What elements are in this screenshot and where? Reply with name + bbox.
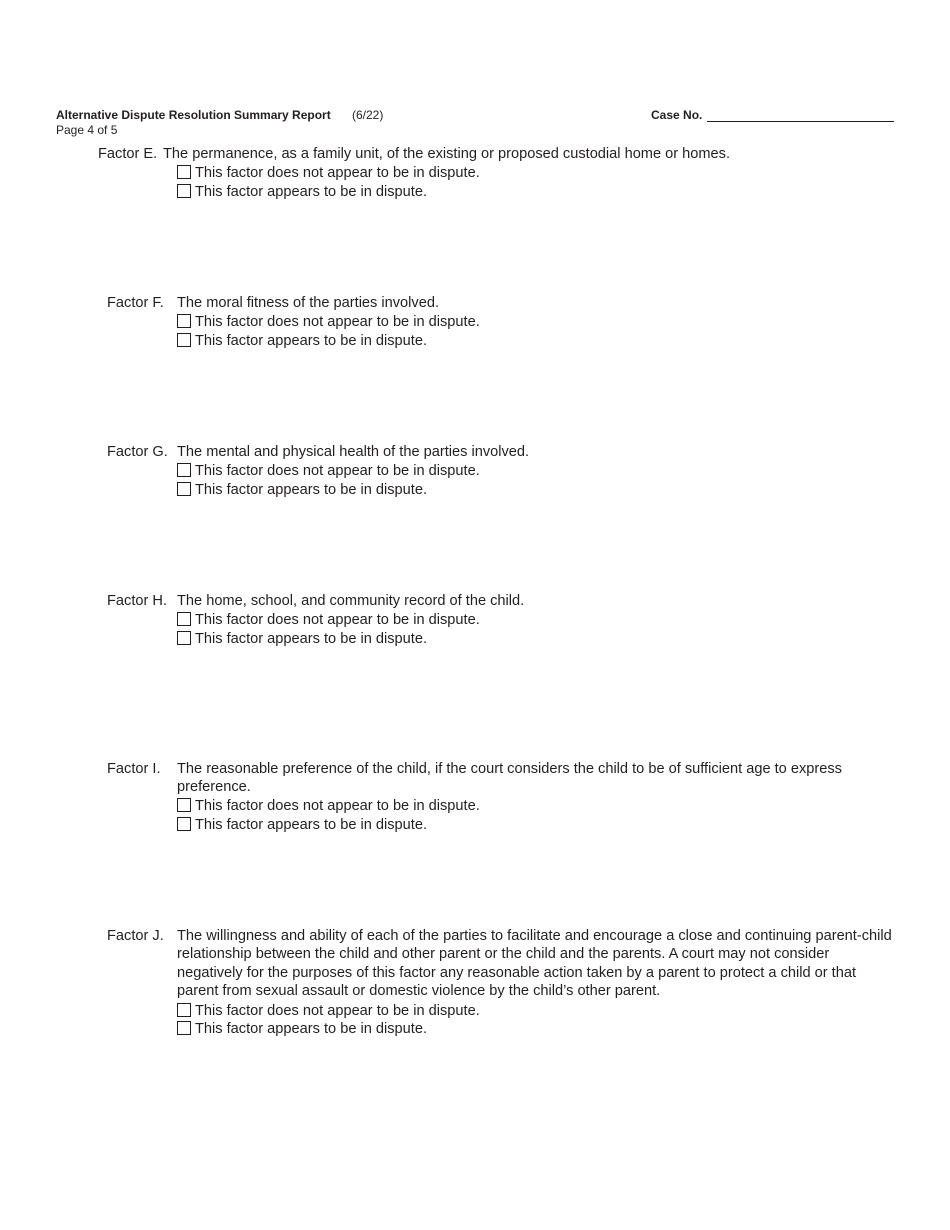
- case-number-field[interactable]: [707, 121, 894, 122]
- checkbox[interactable]: [177, 798, 191, 812]
- factor-description: The moral fitness of the parties involved.: [177, 295, 440, 311]
- factor-label: Factor H.: [107, 593, 168, 609]
- option-label: This factor appears to be in dispute.: [195, 631, 428, 647]
- factor-description: The permanence, as a family unit, of the existing or proposed custodial home or homes.: [163, 146, 731, 162]
- report-title: Alternative Dispute Resolution Summary Report: [56, 108, 331, 122]
- checkbox[interactable]: [177, 631, 191, 645]
- option-label: This factor appears to be in dispute.: [195, 184, 428, 200]
- checkbox[interactable]: [177, 1003, 191, 1017]
- option-label: This factor does not appear to be in dispute.: [195, 314, 480, 330]
- case-number-label: Case No.: [651, 108, 703, 122]
- option-label: This factor does not appear to be in dispute.: [195, 1003, 480, 1019]
- checkbox[interactable]: [177, 165, 191, 179]
- page-number: Page 4 of 5: [56, 123, 118, 137]
- checkbox[interactable]: [177, 817, 191, 831]
- checkbox[interactable]: [177, 482, 191, 496]
- factor-description: The mental and physical health of the parties involved.: [177, 444, 530, 460]
- factor-description: The reasonable preference of the child, if the court considers the child to be of sufficient age to express preference.: [177, 761, 842, 796]
- factor-description: The willingness and ability of each of the parties to facilitate and encourage a close and continuing parent-child relationship between the child and other parent or the child and the parents. A court may not consider negatively for the purposes of this factor any reasonable action taken by a parent to protect a child or that parent from sexual assault or domestic violence by the child’s other parent.: [177, 928, 892, 1000]
- factor-label: Factor J.: [107, 928, 164, 944]
- option-label: This factor does not appear to be in dispute.: [195, 612, 480, 628]
- option-label: This factor appears to be in dispute.: [195, 1021, 428, 1037]
- checkbox[interactable]: [177, 184, 191, 198]
- factor-description: The home, school, and community record of the child.: [177, 593, 525, 609]
- option-label: This factor appears to be in dispute.: [195, 333, 428, 349]
- checkbox[interactable]: [177, 1021, 191, 1035]
- report-date: (6/22): [352, 108, 384, 122]
- option-label: This factor appears to be in dispute.: [195, 482, 428, 498]
- option-label: This factor does not appear to be in dispute.: [195, 798, 480, 814]
- option-label: This factor does not appear to be in dispute.: [195, 165, 480, 181]
- checkbox[interactable]: [177, 612, 191, 626]
- factor-label: Factor G.: [107, 444, 168, 460]
- factor-label: Factor E.: [98, 146, 158, 162]
- checkbox[interactable]: [177, 314, 191, 328]
- checkbox[interactable]: [177, 463, 191, 477]
- option-label: This factor does not appear to be in dispute.: [195, 463, 480, 479]
- factor-label: Factor F.: [107, 295, 164, 311]
- checkbox[interactable]: [177, 333, 191, 347]
- option-label: This factor appears to be in dispute.: [195, 817, 428, 833]
- factor-label: Factor I.: [107, 761, 161, 777]
